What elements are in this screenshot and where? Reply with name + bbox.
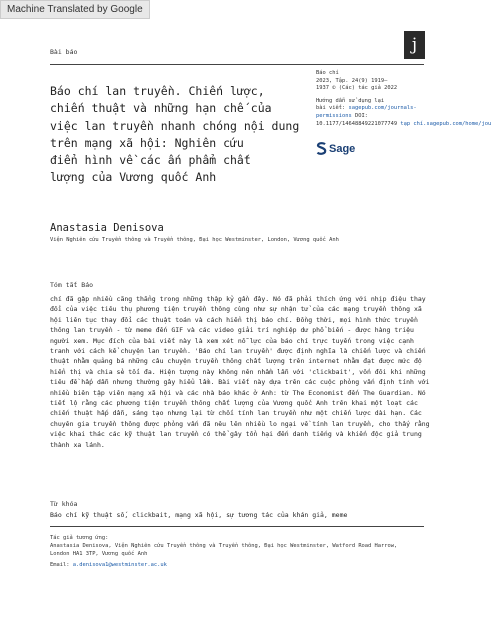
journal-home-link[interactable]: tạp chí.sagepub.com/home/jou (397, 120, 491, 127)
title-line: Báo chí lan truyền. Chiến lược, (50, 84, 265, 98)
title-line: chiến thuật và những hạn chế của (50, 101, 272, 116)
abstract-heading: Tóm tắt Báo (50, 281, 94, 289)
journal-name: Báo chí (316, 70, 339, 76)
reuse-guide-label: Hướng dẫn sử dụng lại (316, 97, 385, 104)
doi-label: DOI: (351, 112, 368, 119)
doi-value: 10.1177/14648849221077749 (316, 120, 398, 127)
keywords-text: Báo chí kỹ thuật số, clickbait, mạng xã hội, sự tương tác của khán giả, meme (50, 511, 348, 519)
copyright-info: 1937 © (Các) tác giả 2022 (316, 85, 398, 92)
sage-s-icon (316, 142, 327, 155)
email-label: Email: (50, 561, 73, 568)
article-title (50, 83, 300, 187)
volume-info: 2023, Tập. 24(9) 1919– (316, 77, 388, 84)
translation-banner: Machine Translated by Google (0, 0, 150, 19)
permissions-link-cont[interactable]: permissions (316, 112, 352, 119)
journal-logo: j (404, 31, 425, 59)
author-affiliation: Viện Nghiên cứu Truyền thông và Truyền thông, Đại học Westminster, London, Vương quốc Anh (50, 237, 339, 243)
publisher-logo (316, 142, 355, 155)
corresponding-heading: Tác giả tương ứng: (50, 535, 109, 541)
email-link[interactable]: a.denisova1@westminster.ac.uk (72, 561, 167, 568)
abstract-text: chí đã gặp nhiều căng thẳng trong những thập kỷ gần đây. Nó đã phải thích ứng với nhịp điệu thay đổi của việc tiêu thụ phương tiện truyền thông cùng như sự nhận tử của các mạng truyền thông xã hội liên tục thay đổi các thuật toán và cách hiển thị báo chí. Đồng thời, mọi hình thức truyền thông lan truyền - từ meme đến GIF và các video giải trí nghiệp dư phổ biến - được hàng triệu người xem. Mục đích của bài viết này là xem xét nỗ lực của báo chí trực tuyến trong việc cạnh tranh với cách kể chuyện lan truyền. 'Báo chí lan truyền' được định nghĩa là chiến lược và chiến thuật nhằm quảng bá những câu chuyện truyền thông chất lượng trên internet nhằm đạt được mức độ hiển thị và chia sẻ tối đa. Hiện tượng này không nên nhầm lẫn với 'clickbait', vốn đôi khi những tiêu đề hấp dẫn nhưng thường gây hiểu lầm. Bài viết này dựa trên các cuộc phỏng vấn định tính với nhiều biên tập viên mạng xã hội và các nhà báo khác ở Anh: từ The Economist đến The Guardian. Nó tiết lộ rằng các phương tiện truyền thông chất lượng của Vương quốc Anh trên khai một loạt các chiến thuật hấp dẫn, sáng tạo nhưng lại từ chối tính lan truyền như một chiến lược dài hạn. Các chuyên gia truyền thông được phỏng vấn đã nêu lên nhiều lo ngại về tính lan truyền, cho thấy rằng việc khai thác các kỹ thuật lan truyền có thể gây tổn hại đến danh tiếng và khiến độc giả trung thành xa lánh. (50, 295, 430, 449)
publisher-name: Sage (329, 142, 356, 155)
footer-divider (50, 526, 424, 527)
article-metadata (316, 70, 491, 128)
author-name: Anastasia Denisova (50, 222, 164, 234)
corresponding-author (50, 534, 430, 569)
permissions-link[interactable]: sagepub.com/journals- (348, 105, 417, 112)
header-divider (50, 64, 424, 65)
keywords-heading: Từ khóa (50, 500, 78, 508)
section-label: Bài báo (50, 48, 78, 56)
title-line: lượng của Vương quốc Anh (50, 170, 217, 185)
title-line: trên mạng xã hội: Nghiên cứu (50, 135, 244, 150)
title-line: điển hình về các ấn phẩm chất (50, 153, 251, 168)
title-line: việc lan truyền nhanh chóng nội dung (50, 118, 300, 133)
corresponding-address: Anastasia Denisova, Viện Nghiên cứu Truyền thông và Truyền thông, Đại học Westminster, Watford Road Harrow, (50, 543, 398, 550)
reuse-guide-prefix: bài viết: (316, 105, 349, 112)
corresponding-address-cont: London HA1 3TP, Vương quốc Anh (50, 551, 148, 558)
